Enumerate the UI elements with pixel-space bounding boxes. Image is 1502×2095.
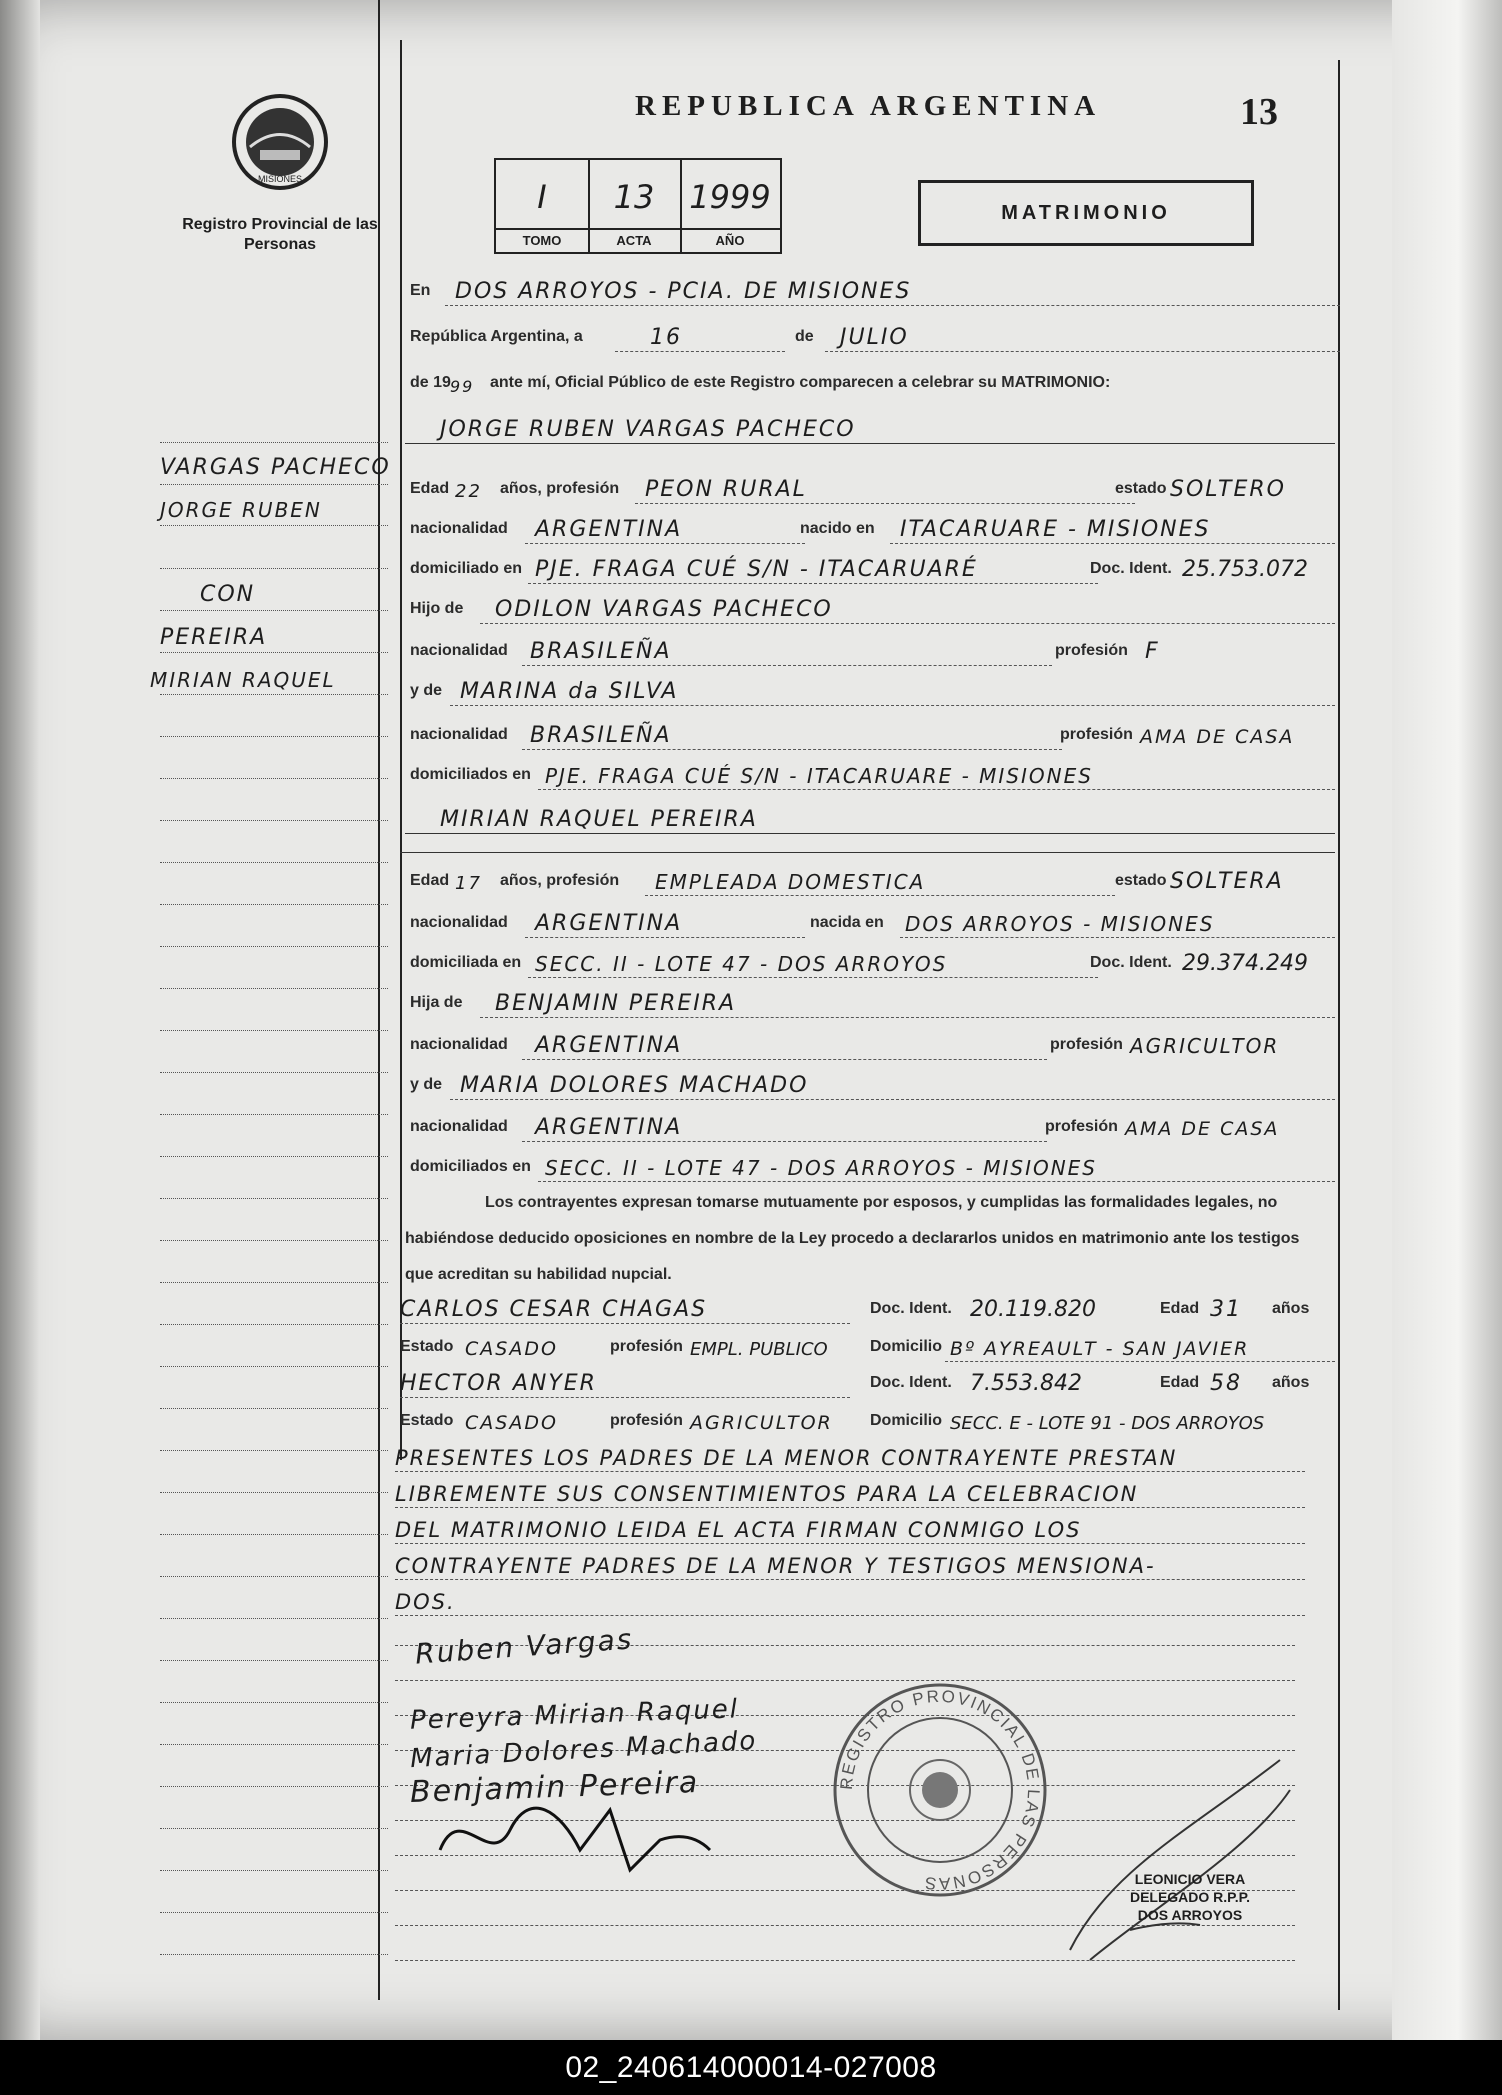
- row-witness1-name: [400, 1290, 1335, 1324]
- groom-profession: PEON RURAL: [645, 477, 807, 502]
- groom-age: 22: [455, 481, 482, 502]
- margin-bride-given: MIRIAN RAQUEL: [150, 668, 336, 692]
- right-border-line: [1338, 60, 1340, 2010]
- note-text: PRESENTES LOS PADRES DE LA MENOR CONTRAYENTE PRESTAN: [395, 1446, 1178, 1470]
- nac-label: nacionalidad: [410, 914, 508, 931]
- underline: [445, 305, 1340, 306]
- margin-line: [160, 1534, 388, 1535]
- de-label: de: [795, 328, 814, 345]
- estado-label: estado: [1115, 872, 1167, 889]
- place-value: DOS ARROYOS - PCIA. DE MISIONES: [455, 279, 912, 304]
- row-groom-age: [410, 470, 1335, 504]
- en-label: En: [410, 282, 431, 299]
- margin-line: [160, 1618, 388, 1619]
- bride-doc: 29.374.249: [1182, 951, 1308, 976]
- margin-line: [160, 1828, 388, 1829]
- underline: [480, 1017, 1335, 1018]
- groom-birthplace: ITACARUARE - MISIONES: [900, 517, 1211, 542]
- margin-line: [160, 568, 388, 569]
- row-bride-parents-address: [410, 1148, 1335, 1182]
- row-appear: [410, 364, 1340, 398]
- row-groom-mother-nat: [410, 716, 1335, 750]
- margin-line: [160, 946, 388, 947]
- underline: [645, 895, 1115, 896]
- margin-line: [160, 1450, 388, 1451]
- note-line: [395, 1582, 1305, 1616]
- margin-line: [160, 1744, 388, 1745]
- bride-address: SECC. II - LOTE 47 - DOS ARROYOS: [535, 952, 948, 976]
- underline: [522, 749, 1062, 750]
- row-groom-parents-address: [410, 756, 1335, 790]
- row-witness2-details: [400, 1402, 1335, 1436]
- underline: [538, 1181, 1335, 1182]
- underline: [528, 583, 1098, 584]
- underline: [395, 1579, 1305, 1580]
- witness2-status: CASADO: [465, 1412, 558, 1434]
- margin-line: [160, 862, 388, 863]
- witness2-address: SECC. E - LOTE 91 - DOS ARROYOS: [950, 1413, 1265, 1434]
- acta-label: ACTA: [588, 228, 680, 252]
- ano-value: 1999: [689, 178, 771, 216]
- row-place: [410, 272, 1340, 306]
- row-bride-father: [410, 984, 1335, 1018]
- row-groom-nat: [410, 510, 1335, 544]
- groom-father-nat: BRASILEÑA: [530, 639, 672, 664]
- underline: [395, 1543, 1305, 1544]
- document-type-box: MATRIMONIO: [918, 180, 1254, 246]
- margin-line: [160, 1660, 388, 1661]
- estado-label: Estado: [400, 1338, 454, 1355]
- yde-label: y de: [410, 682, 443, 699]
- underline: [525, 937, 805, 938]
- edad-label: Edad: [410, 872, 450, 889]
- groom-address: PJE. FRAGA CUÉ S/N - ITACARUARÉ: [535, 557, 978, 582]
- margin-line: [160, 778, 388, 779]
- row-bride-address: [410, 944, 1335, 978]
- parents-dom-label: domiciliados en: [410, 766, 531, 783]
- underline: [945, 1361, 1335, 1362]
- mother-nac-label: nacionalidad: [410, 1118, 508, 1135]
- row-groom-address: [410, 550, 1335, 584]
- form-left-line: [400, 40, 402, 1460]
- margin-line: [160, 820, 388, 821]
- tomo-cell: [496, 160, 590, 252]
- nacido-label: nacido en: [800, 520, 875, 537]
- bride-profession: EMPLEADA DOMESTICA: [655, 870, 926, 894]
- official-seal-stamp: [830, 1680, 1050, 1900]
- underline: [615, 351, 785, 352]
- tomo-label: TOMO: [496, 228, 588, 252]
- groom-mother-prof: AMA DE CASA: [1140, 726, 1295, 748]
- underline: [900, 937, 1335, 938]
- father-nac-label: nacionalidad: [410, 1036, 508, 1053]
- underline: [450, 705, 1335, 706]
- scan-filename-footer: 02_240614000014-027008: [0, 2040, 1502, 2095]
- signature-4: Benjamin Pereira: [409, 1764, 700, 1811]
- underline: [405, 443, 1335, 444]
- margin-groom-surname: VARGAS PACHECO: [160, 455, 391, 480]
- estado-label: Estado: [400, 1412, 454, 1429]
- bride-father: BENJAMIN PEREIRA: [495, 991, 737, 1016]
- signature-2: Pereyra Mirian Raquel: [409, 1694, 740, 1736]
- official-title: DELEGADO R.P.P.: [1129, 1889, 1251, 1905]
- note-line: [395, 1474, 1305, 1508]
- margin-line: [160, 1912, 388, 1913]
- underline: [480, 623, 1335, 624]
- margin-line: [160, 988, 388, 989]
- mother-nac-label: nacionalidad: [410, 726, 508, 743]
- margin-line: [160, 1282, 388, 1283]
- note-text: DEL MATRIMONIO LEIDA EL ACTA FIRMAN CONMIGO LOS: [395, 1518, 1082, 1542]
- bride-name: MIRIAN RAQUEL PEREIRA: [440, 807, 758, 832]
- acta-cell: [588, 160, 682, 252]
- official-office: DOS ARROYOS: [1137, 1907, 1243, 1923]
- official-signature-scribble: [430, 1790, 730, 1880]
- official-block: [1100, 1870, 1280, 1924]
- witness1-doc: 20.119.820: [970, 1297, 1096, 1322]
- underline: [450, 1099, 1335, 1100]
- margin-line: [160, 1492, 388, 1493]
- row-bride-nat: [410, 904, 1335, 938]
- margin-groom-given: JORGE RUBEN: [160, 498, 322, 522]
- bride-status: SOLTERA: [1170, 869, 1284, 894]
- edad-label: Edad: [410, 480, 450, 497]
- doc-label: Doc. Ident.: [1090, 560, 1172, 577]
- row-bride-age: [410, 862, 1335, 896]
- underline: [395, 1471, 1305, 1472]
- underline: [522, 1141, 1047, 1142]
- bride-mother-prof: AMA DE CASA: [1125, 1118, 1280, 1140]
- witness1-address: Bº AYREAULT - SAN JAVIER: [950, 1338, 1250, 1360]
- dom-label: Domicilio: [870, 1338, 943, 1355]
- row-date: [410, 318, 1340, 352]
- edad-label: Edad: [1160, 1300, 1200, 1317]
- note-line: [395, 1438, 1305, 1472]
- delegate-signature-scribble: [1050, 1750, 1300, 1970]
- groom-doc: 25.753.072: [1182, 557, 1308, 582]
- groom-father: ODILON VARGAS PACHECO: [495, 597, 833, 622]
- underline: [538, 789, 1335, 790]
- margin-con: CON: [200, 582, 256, 607]
- underline: [395, 1615, 1305, 1616]
- bride-father-nat: ARGENTINA: [535, 1033, 683, 1058]
- witness2-age: 58: [1210, 1371, 1242, 1396]
- underline: [635, 503, 1135, 504]
- row-groom-father: [410, 590, 1335, 624]
- row-groom-name: [405, 410, 1335, 444]
- prof-label: profesión: [610, 1338, 683, 1355]
- stamp-text: REGISTRO PROVINCIAL DE LAS PERSONAS: [836, 1686, 1044, 1894]
- note-text: DOS.: [395, 1590, 456, 1614]
- margin-line: [160, 1114, 388, 1115]
- groom-father-prof: F: [1145, 639, 1160, 664]
- witness2-doc: 7.553.842: [970, 1371, 1082, 1396]
- groom-status: SOLTERO: [1170, 477, 1286, 502]
- margin-line: [160, 1576, 388, 1577]
- margin-line: [160, 1870, 388, 1871]
- registry-name: Registro Provincial de las Personas: [182, 216, 378, 253]
- logo-text: MISIONES: [257, 174, 303, 184]
- note-text: LIBREMENTE SUS CONSENTIMIENTOS PARA LA CELEBRACION: [395, 1482, 1139, 1506]
- margin-line: [160, 694, 388, 695]
- prof-label: profesión: [610, 1412, 683, 1429]
- dom-label: domiciliado en: [410, 560, 523, 577]
- margin-line: [160, 904, 388, 905]
- day-value: 16: [650, 325, 682, 350]
- margin-line: [160, 1366, 388, 1367]
- anos-label: años: [1272, 1300, 1310, 1317]
- country-title: REPUBLICA ARGENTINA: [635, 90, 1102, 122]
- parents-dom-label: domiciliados en: [410, 1158, 531, 1175]
- margin-line: [160, 1324, 388, 1325]
- anos-label: años, profesión: [500, 480, 620, 497]
- margin-line: [160, 484, 388, 485]
- anos-label: años: [1272, 1374, 1310, 1391]
- father-prof-label: profesión: [1050, 1036, 1123, 1053]
- row-bride-name: [405, 800, 1335, 834]
- margin-line: [160, 736, 388, 737]
- groom-name: JORGE RUBEN VARGAS PACHECO: [440, 417, 856, 442]
- underline: [405, 833, 1335, 834]
- groom-mother-nat: BRASILEÑA: [530, 723, 672, 748]
- witness1-age: 31: [1210, 1297, 1242, 1322]
- margin-line: [160, 1702, 388, 1703]
- ano-label: AÑO: [680, 228, 780, 252]
- bride-birthplace: DOS ARROYOS - MISIONES: [905, 912, 1215, 936]
- margin-line: [160, 1030, 388, 1031]
- estado-label: estado: [1115, 480, 1167, 497]
- folio-number: 13: [1240, 91, 1278, 133]
- row-bride-mother-nat: [410, 1108, 1335, 1142]
- doc-label: Doc. Ident.: [870, 1300, 952, 1317]
- signature-3: Maria Dolores Machado: [409, 1725, 759, 1775]
- rep-label: República Argentina, a: [410, 328, 583, 345]
- dom-label: domiciliada en: [410, 954, 522, 971]
- dom-label: Domicilio: [870, 1412, 943, 1429]
- section-divider: [400, 852, 1335, 853]
- note-line: [395, 1510, 1305, 1544]
- father-nac-label: nacionalidad: [410, 642, 508, 659]
- witness2-name: HECTOR ANYER: [400, 1371, 597, 1396]
- year-suffix: 99: [450, 377, 475, 396]
- underline: [525, 543, 805, 544]
- bride-father-prof: AGRICULTOR: [1130, 1034, 1280, 1058]
- row-groom-mother: [410, 672, 1335, 706]
- edad-label: Edad: [1160, 1374, 1200, 1391]
- underline: [522, 665, 1052, 666]
- underline: [890, 543, 1335, 544]
- anos-label: años, profesión: [500, 872, 620, 889]
- margin-line: [160, 1072, 388, 1073]
- nacida-label: nacida en: [810, 914, 884, 931]
- bride-nationality: ARGENTINA: [535, 911, 683, 936]
- margin-line: [160, 1786, 388, 1787]
- appear-text: ante mí, Oficial Público de este Registro comparecen a celebrar su MATRIMONIO:: [490, 374, 1111, 391]
- row-witness2-name: [400, 1364, 1335, 1398]
- margin-line: [160, 1198, 388, 1199]
- acta-value: 13: [613, 178, 655, 216]
- margin-line: [160, 442, 388, 443]
- nac-label: nacionalidad: [410, 520, 508, 537]
- hijo-label: Hijo de: [410, 600, 464, 617]
- bride-mother: MARIA DOLORES MACHADO: [460, 1073, 809, 1098]
- witness2-profession: AGRICULTOR: [690, 1412, 833, 1434]
- groom-mother: MARINA da SILVA: [460, 679, 679, 704]
- margin-line: [160, 1408, 388, 1409]
- underline: [400, 1323, 850, 1324]
- underline: [825, 351, 1340, 352]
- groom-parents-address: PJE. FRAGA CUÉ S/N - ITACARUARE - MISIONES: [545, 764, 1093, 788]
- province-crest-logo: [230, 92, 330, 192]
- margin-line: [160, 1954, 388, 1955]
- underline: [395, 1507, 1305, 1508]
- bride-age: 17: [455, 873, 482, 894]
- month-value: JULIO: [840, 325, 909, 350]
- margin-line: [160, 652, 388, 653]
- tomo-acta-ano-box: [494, 158, 782, 254]
- doc-label: Doc. Ident.: [870, 1374, 952, 1391]
- mother-prof-label: profesión: [1045, 1118, 1118, 1135]
- witness1-status: CASADO: [465, 1338, 558, 1360]
- underline: [528, 977, 1098, 978]
- margin-line: [160, 1156, 388, 1157]
- doc-label: Doc. Ident.: [1090, 954, 1172, 971]
- bride-mother-nat: ARGENTINA: [535, 1115, 683, 1140]
- hija-label: Hija de: [410, 994, 463, 1011]
- underline: [522, 1059, 1047, 1060]
- father-prof-label: profesión: [1055, 642, 1128, 659]
- witness1-name: CARLOS CESAR CHAGAS: [400, 1297, 708, 1322]
- official-name: LEONICIO VERA: [1134, 1871, 1246, 1887]
- ano-cell: [680, 160, 780, 252]
- margin-line: [160, 610, 388, 611]
- mother-prof-label: profesión: [1060, 726, 1133, 743]
- bride-parents-address: SECC. II - LOTE 47 - DOS ARROYOS - MISIONES: [545, 1156, 1097, 1180]
- declaration-text: Los contrayentes expresan tomarse mutuamente por esposos, y cumplidas las formalidades legales, no habiéndose deducido oposiciones en nombre de la Ley procedo a declararlos unidos en matrimonio ante los testigos que acreditan su habilidad nupcial.: [405, 1194, 1300, 1283]
- page-edge: [1392, 0, 1502, 2040]
- left-border-line: [378, 0, 380, 2000]
- groom-nationality: ARGENTINA: [535, 517, 683, 542]
- note-text: CONTRAYENTE PADRES DE LA MENOR Y TESTIGOS MENSIONA-: [395, 1554, 1156, 1578]
- page-shadow: [0, 0, 40, 2040]
- margin-line: [160, 1240, 388, 1241]
- row-groom-father-nat: [410, 632, 1335, 666]
- row-bride-mother: [410, 1066, 1335, 1100]
- signature-1: Ruben Vargas: [414, 1622, 635, 1671]
- year-prefix: de 19: [410, 374, 451, 391]
- row-bride-father-nat: [410, 1026, 1335, 1060]
- note-line: [395, 1546, 1305, 1580]
- margin-bride-surname: PEREIRA: [160, 625, 268, 650]
- witness1-profession: EMPL. PUBLICO: [690, 1339, 828, 1360]
- row-witness1-details: [400, 1328, 1335, 1362]
- underline: [400, 1397, 850, 1398]
- tomo-value: I: [537, 178, 547, 216]
- yde-label: y de: [410, 1076, 443, 1093]
- margin-line: [160, 525, 388, 526]
